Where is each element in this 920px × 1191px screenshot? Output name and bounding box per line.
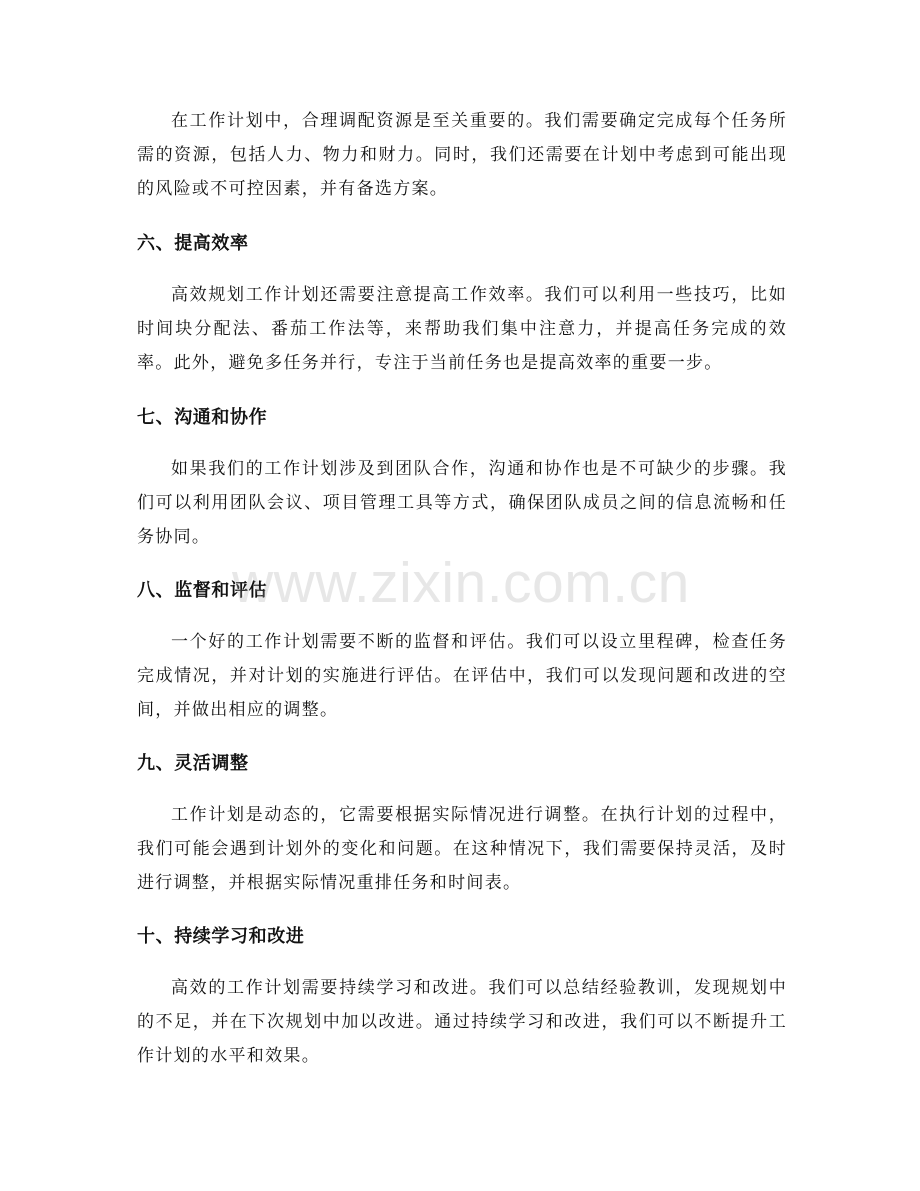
paragraph-section-9: 工作计划是动态的，它需要根据实际情况进行调整。在执行计划的过程中，我们可能会遇到计划外的变化和问题。在这种情况下，我们需要保持灵活，及时进行调整，并根据实际情况重排任务和时间表。 (137, 805, 787, 893)
paragraph-section-10: 高效的工作计划需要持续学习和改进。我们可以总结经验教训，发现规划中的不足，并在下次规划中加以改进。通过持续学习和改进，我们可以不断提升工作计划的水平和效果。 (137, 978, 787, 1066)
watermark-text: www.zixin.com.cn (232, 551, 690, 615)
paragraph-section-6: 高效规划工作计划还需要注意提高工作效率。我们可以利用一些技巧，比如时间块分配法、番茄工作法等，来帮助我们集中注意力，并提高任务完成的效率。此外，避免多任务并行，专注于当前任务也是提高效率的重要一步。 (137, 285, 787, 373)
paragraph-section-7: 如果我们的工作计划涉及到团队合作，沟通和协作也是不可缺少的步骤。我们可以利用团队会议、项目管理工具等方式，确保团队成员之间的信息流畅和任务协同。 (137, 459, 787, 547)
heading-section-10: 十、持续学习和改进 (137, 926, 305, 947)
heading-section-9: 九、灵活调整 (137, 753, 249, 774)
heading-section-6: 六、提高效率 (137, 233, 249, 254)
paragraph-section-8: 一个好的工作计划需要不断的监督和评估。我们可以设立里程碑，检查任务完成情况，并对计划的实施进行评估。在评估中，我们可以发现问题和改进的空间，并做出相应的调整。 (137, 632, 787, 720)
heading-section-7: 七、沟通和协作 (137, 407, 268, 428)
heading-section-8: 八、监督和评估 (137, 580, 268, 601)
paragraph-intro: 在工作计划中，合理调配资源是至关重要的。我们需要确定完成每个任务所需的资源，包括人力、物力和财力。同时，我们还需要在计划中考虑到可能出现的风险或不可控因素，并有备选方案。 (137, 111, 787, 199)
